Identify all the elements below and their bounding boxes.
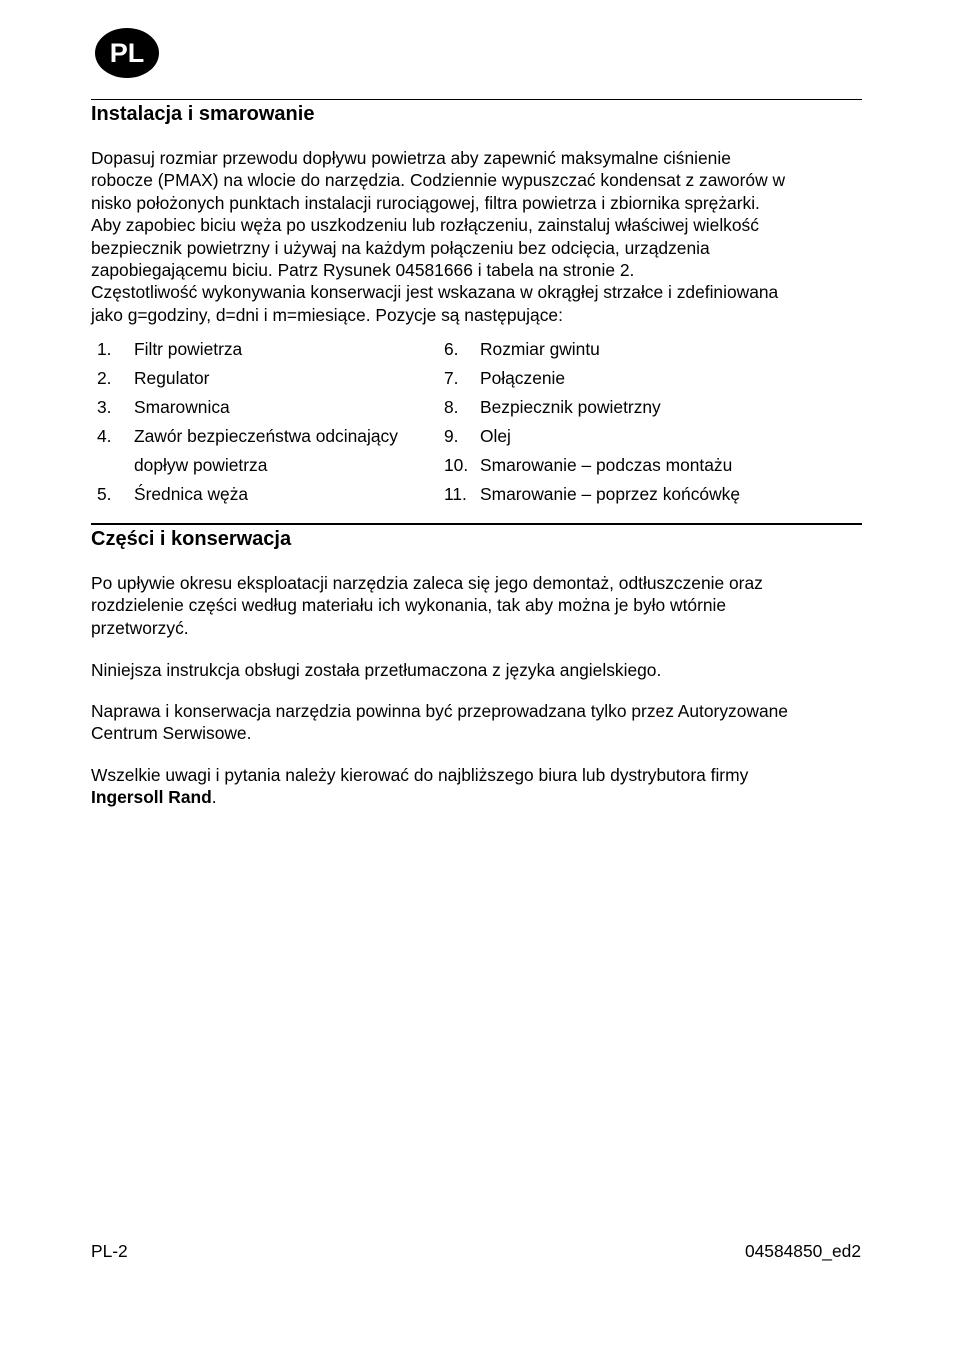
paragraph-line: Po upływie okresu eksploatacji narzędzia zaleca się jego demontaż, odtłuszczenie oraz: [91, 573, 763, 593]
sentence-end: .: [211, 787, 217, 808]
paragraph-line: bezpiecznik powietrzny i używaj na każdym połączeniu bez odcięcia, urządzenia: [91, 237, 710, 258]
list-item-label: Regulator: [134, 368, 210, 388]
paragraph-line: nisko położonych punktach instalacji rurociągowej, filtra powietrza i zbiornika sprężarki.: [91, 192, 760, 213]
list-item-number: 1.: [97, 339, 112, 359]
list-item-number: 10.: [444, 455, 469, 475]
paragraph-line: rozdzielenie części według materiału ich wykonania, tak aby można je było wtórnie: [91, 595, 727, 616]
list-item-number: 4.: [97, 426, 112, 446]
paragraph-line: zapobiegającemu biciu. Patrz Rysunek 04581666 i tabela na stronie 2.: [91, 260, 635, 281]
list-item-label: Olej: [480, 426, 511, 446]
list-item-number: 11.: [444, 484, 467, 504]
language-code: PL: [109, 37, 145, 68]
list-item-label: Średnica węża: [134, 484, 249, 504]
section-heading-parts: Części i konserwacja: [91, 528, 292, 550]
list-item-label: Filtr powietrza: [134, 339, 243, 359]
list-item-number: 6.: [444, 339, 459, 359]
list-item-label: Smarowanie – podczas montażu: [480, 455, 733, 475]
paragraph-line: robocze (PMAX) na wlocie do narzędzia. Codziennie wypuszczać kondensat z zaworów w: [91, 170, 786, 191]
list-item-number: 7.: [444, 368, 459, 388]
list-item-number: 5.: [97, 484, 112, 504]
paragraph-line: Niniejsza instrukcja obsługi została przetłumaczona z języka angielskiego.: [91, 660, 662, 680]
list-item-label: Rozmiar gwintu: [480, 339, 600, 359]
paragraph-line: Aby zapobiec biciu węża po uszkodzeniu lub rozłączeniu, zainstaluj właściwej wielkość: [91, 215, 759, 236]
paragraph-line: przetworzyć.: [91, 617, 189, 638]
service-paragraph: [91, 700, 866, 745]
translation-paragraph: [91, 659, 866, 681]
list-item-number: 8.: [444, 397, 459, 417]
paragraph-line: Naprawa i konserwacja narzędzia powinna być przeprowadzana tylko przez Autoryzowane: [91, 701, 788, 721]
language-badge: [95, 28, 159, 78]
section-divider: [91, 523, 862, 525]
components-list: [91, 337, 862, 512]
contact-paragraph: [91, 764, 866, 809]
brand-name: Ingersoll Rand: [91, 787, 212, 808]
top-divider: [91, 99, 862, 100]
paragraph-line: Częstotliwość wykonywania konserwacji jest wskazana w okrągłej strzałce i zdefiniowana: [91, 282, 779, 303]
list-item-label: Połączenie: [480, 368, 566, 388]
disposal-paragraph: [91, 572, 866, 639]
list-item-number: 2.: [97, 368, 112, 388]
page-number: PL-2: [91, 1241, 128, 1261]
list-item-label: Smarowanie – poprzez końcówkę: [480, 484, 741, 504]
paragraph-line: jako g=godziny, d=dni i m=miesiące. Pozycje są następujące:: [91, 304, 563, 325]
list-item-label: Smarownica: [134, 397, 230, 417]
list-item-number: 3.: [97, 397, 112, 417]
paragraph-line: Wszelkie uwagi i pytania należy kierować do najbliższego biura lub dystrybutora firmy: [91, 765, 749, 785]
paragraph-line: Centrum Serwisowe.: [91, 723, 252, 744]
list-item-label: Bezpiecznik powietrzny: [480, 397, 661, 417]
document-code: 04584850_ed2: [744, 1241, 861, 1261]
installation-paragraph: [91, 147, 866, 326]
paragraph-line: Dopasuj rozmiar przewodu dopływu powietrza aby zapewnić maksymalne ciśnienie: [91, 148, 731, 168]
list-item-number: 9.: [444, 426, 459, 446]
list-item-label: dopływ powietrza: [134, 455, 268, 475]
section-heading-installation: Instalacja i smarowanie: [91, 103, 315, 125]
paragraph-line: [91, 786, 866, 808]
list-item-label: Zawór bezpieczeństwa odcinający: [134, 426, 398, 446]
